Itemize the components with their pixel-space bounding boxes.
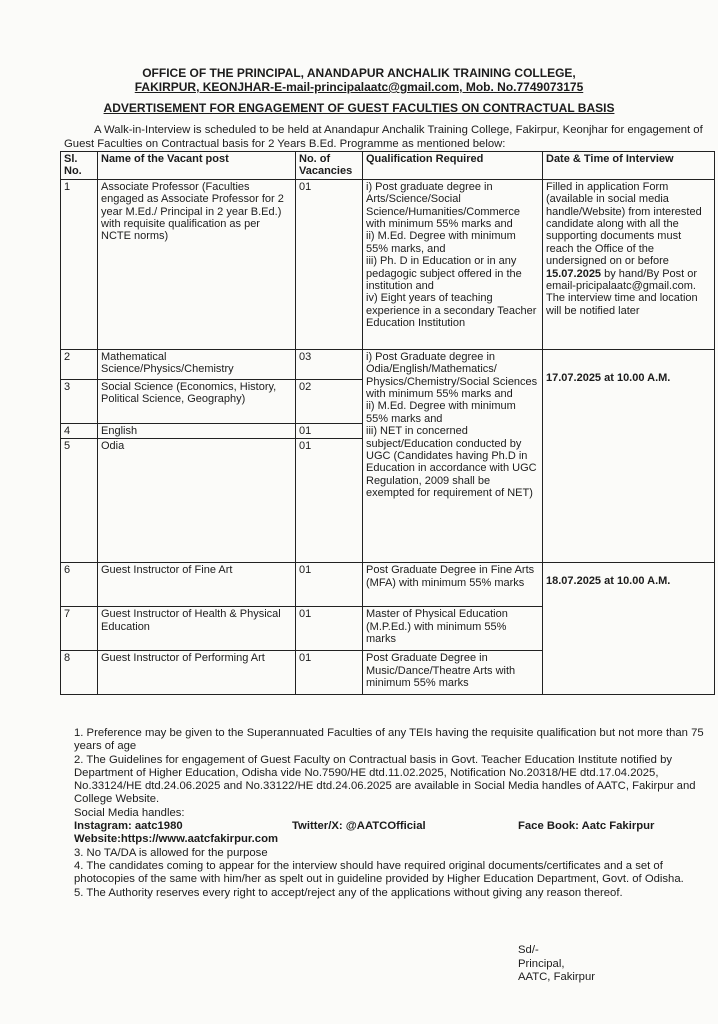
cell-qualification: Post Graduate Degree in Fine Arts (MFA) with minimum 55% marks — [363, 563, 543, 607]
website-link[interactable]: Website:https://www.aatcfakirpur.com — [74, 833, 279, 846]
cell-post: Guest Instructor of Performing Art — [98, 651, 296, 695]
cell-slno: 3 — [61, 379, 98, 423]
note-3: 3. No TA/DA is allowed for the purpose — [74, 846, 268, 859]
table-row — [61, 563, 715, 607]
cell-post: Mathematical Science/Physics/Chemistry — [98, 349, 296, 379]
cell-qualification — [363, 179, 543, 349]
signature-title: Principal, — [518, 957, 565, 970]
office-heading: OFFICE OF THE PRINCIPAL, ANANDAPUR ANCHALIK TRAINING COLLEGE, — [142, 66, 576, 80]
qualification-line: iii) NET in concerned subject/Education conducted by UGC (Candidates having Ph.D in Education in accordance with UGC Regulation, 2009 shall be exempted for requirement of NET) — [366, 425, 537, 500]
cell-vacancies: 01 — [296, 607, 363, 651]
qualification-line: iv) Eight years of teaching experience in a secondary Teacher Education Institution — [366, 292, 537, 330]
date-text: Filled in application Form (available in social media handle/Website) from interested candidate along with all the supporting documents must reach the Office of the undersigned on or before — [546, 180, 702, 268]
social-media-label: Social Media handles: — [74, 806, 185, 819]
cell-slno: 7 — [61, 607, 98, 651]
cell-slno: 1 — [61, 179, 98, 349]
cell-vacancies: 03 — [296, 349, 363, 379]
cell-qualification: Master of Physical Education (M.P.Ed.) with minimum 55% marks — [363, 607, 543, 651]
col-header-qualification: Qualification Required — [363, 152, 543, 180]
twitter-handle: Twitter/X: @AATCOfficial — [292, 820, 426, 833]
vacancy-table — [60, 151, 715, 695]
col-header-slno: Sl. No. — [61, 152, 98, 180]
cell-qualification — [363, 349, 543, 562]
cell-post: Associate Professor (Faculties engaged as Associate Professor for 2 year M.Ed./ Principal in 2 year B.Ed.) with requisite qualification as per NCTE norms) — [98, 179, 296, 349]
cell-qualification: Post Graduate Degree in Music/Dance/Theatre Arts with minimum 55% marks — [363, 651, 543, 695]
note-1: 1. Preference may be given to the Superannuated Faculties of any TEIs having the requisite qualification but not more than 75 years of age — [74, 727, 704, 753]
cell-vacancies: 01 — [296, 651, 363, 695]
cell-post: Social Science (Economics, History, Political Science, Geography) — [98, 379, 296, 423]
office-address: FAKIRPUR, KEONJHAR-E-mail-principalaatc@gmail.com, Mob. No.7749073175 — [134, 80, 584, 94]
cell-slno: 4 — [61, 423, 98, 438]
table-header-row — [61, 152, 715, 180]
cell-vacancies: 02 — [296, 379, 363, 423]
signature-block — [518, 944, 595, 985]
facebook-handle: Face Book: Aatc Fakirpur — [518, 820, 655, 833]
cell-post: Guest Instructor of Fine Art — [98, 563, 296, 607]
note-2: 2. The Guidelines for engagement of Guest Faculty on Contractual basis in Govt. Teacher Education Institute notified by Department of Higher Education, Odisha vide No.7590/HE dtd.11.02.2025, Notification No.20318/HE dtd.17.04.2025, No.33124/HE dtd.24.06.2025 and No.33122/HE dtd.24.06.2025 are available in Social Media handles of AATC, Fakirpur and College Website. — [74, 753, 696, 806]
cell-vacancies: 01 — [296, 439, 363, 563]
last-date: 15.07.2025 — [546, 267, 602, 280]
qualification-line: i) Post Graduate degree in Odia/English/Mathematics/ Physics/Chemistry/Social Sciences with minimum 55% marks and — [366, 350, 538, 401]
table-row — [61, 179, 715, 349]
col-header-post: Name of the Vacant post — [98, 152, 296, 180]
col-header-date: Date & Time of Interview — [543, 152, 715, 180]
qualification-line: ii) M.Ed. Degree with minimum 55% marks, and — [366, 230, 516, 255]
date-text-cont: by hand/By Post or email-pricipalaatc@gmail.com. The interview time and location will be notified later — [546, 267, 698, 317]
cell-post: Odia — [98, 439, 296, 563]
intro-paragraph: A Walk-in-Interview is scheduled to be held at Anandapur Anchalik Training College, Fakirpur, Keonjhar for engagement of Guest Faculties on Contractual basis for 2 Years B.Ed. Programme as mentioned below: — [64, 124, 703, 150]
interview-date-2: 18.07.2025 at 10.00 A.M. — [543, 563, 715, 695]
qualification-line: i) Post graduate degree in Arts/Science/Social Science/Humanities/Commerce with minimum 55% marks and — [366, 180, 521, 231]
cell-post: English — [98, 423, 296, 438]
table-row — [61, 349, 715, 379]
note-5: 5. The Authority reserves every right to accept/reject any of the applications without giving any reason thereof. — [74, 886, 623, 899]
signature-org: AATC, Fakirpur — [518, 971, 595, 983]
cell-vacancies: 01 — [296, 563, 363, 607]
cell-vacancies: 01 — [296, 179, 363, 349]
advertisement-title: ADVERTISEMENT FOR ENGAGEMENT OF GUEST FACULTIES ON CONTRACTUAL BASIS — [103, 101, 615, 115]
signature-sd: Sd/- — [518, 944, 539, 956]
cell-slno: 6 — [61, 563, 98, 607]
notes-section — [74, 727, 704, 900]
note-4: 4. The candidates coming to appear for the interview should have required original documents/certificates and a set of photocopies of the same with him/her as spelt out in guideline provided by Higher Education Department, Govt. of Odisha. — [74, 859, 684, 886]
cell-slno: 2 — [61, 349, 98, 379]
cell-date — [543, 179, 715, 349]
interview-date-1: 17.07.2025 at 10.00 A.M. — [543, 349, 715, 562]
cell-post: Guest Instructor of Health & Physical Education — [98, 607, 296, 651]
qualification-line: ii) M.Ed. Degree with minimum 55% marks and — [366, 400, 516, 425]
col-header-vacancies: No. of Vacancies — [296, 152, 363, 180]
qualification-line: iii) Ph. D in Education or in any pedagogic subject offered in the institution and — [366, 255, 522, 293]
cell-slno: 8 — [61, 651, 98, 695]
social-handles — [74, 820, 704, 833]
cell-slno: 5 — [61, 439, 98, 563]
cell-vacancies: 01 — [296, 423, 363, 438]
instagram-handle: Instagram: aatc1980 — [74, 820, 183, 833]
